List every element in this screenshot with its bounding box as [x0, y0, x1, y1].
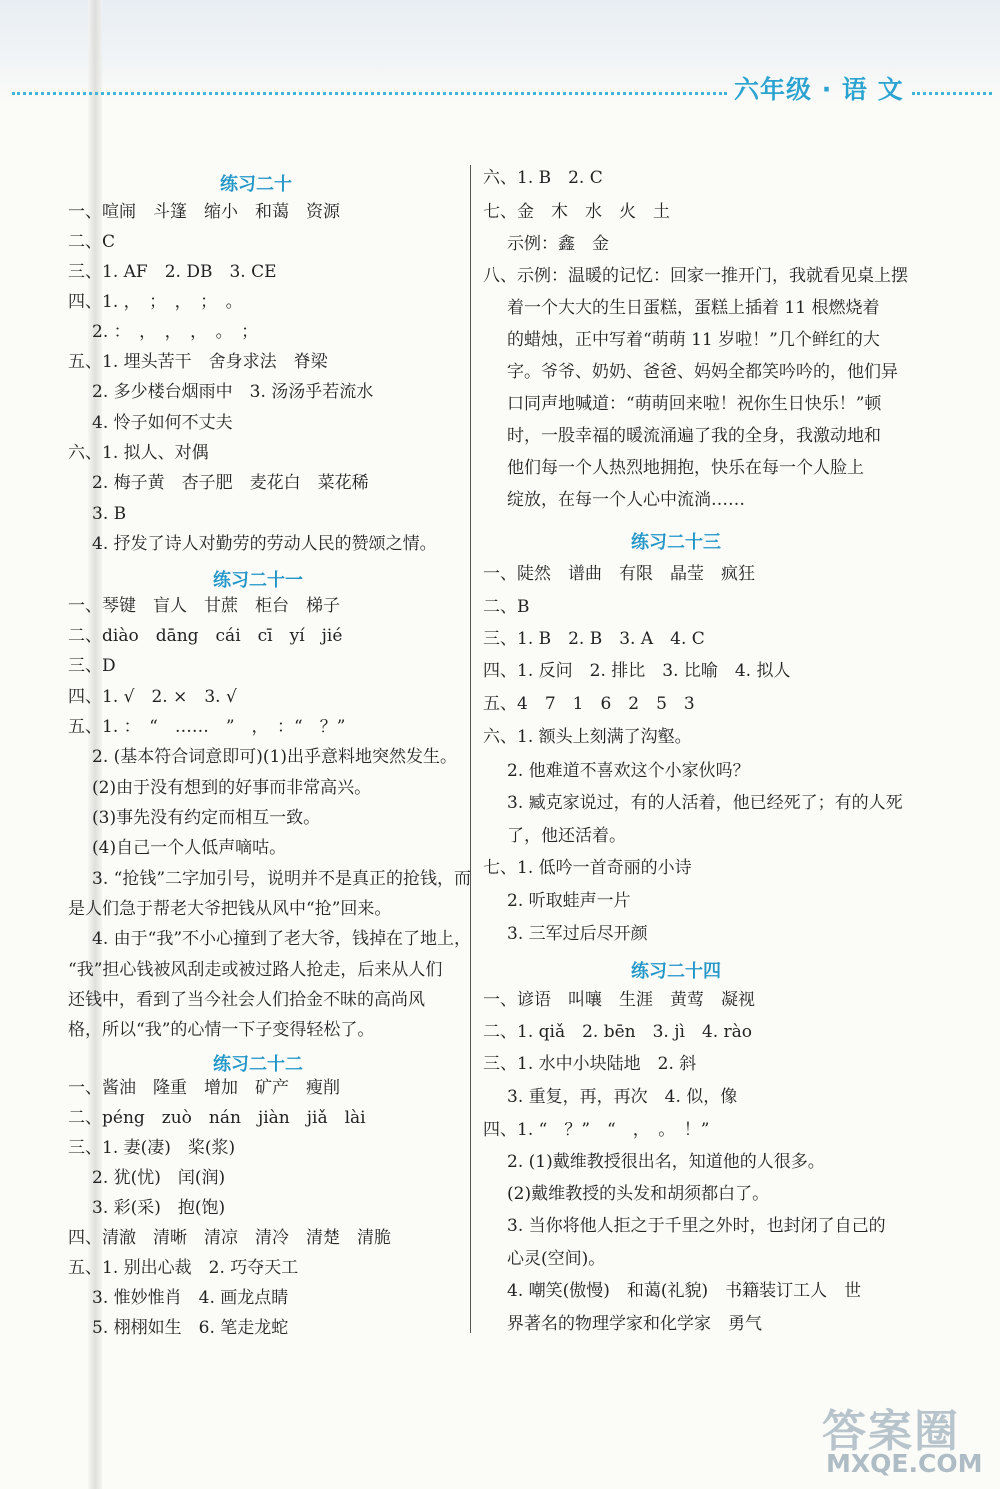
section-title-22: 练习二十二 [213, 1054, 303, 1075]
answer-line: 一、琴键 盲人 甘蔗 柜台 梯子 [68, 596, 340, 616]
answer-line: 三、1. 水中小块陆地 2. 斜 [483, 1054, 697, 1074]
answer-line: 3. “抢钱”二字加引号，说明并不是真正的抢钱，而 [92, 869, 472, 889]
column-divider [470, 165, 471, 1333]
answer-line: “我”担心钱被风刮走或被过路人抢走，后来从人们 [68, 960, 443, 980]
answer-line: 4. 抒发了诗人对勤劳的劳动人民的赞颂之情。 [92, 534, 437, 554]
answer-line: 5. 栩栩如生 6. 笔走龙蛇 [92, 1318, 289, 1338]
answer-line: 示例：鑫 金 [507, 234, 609, 254]
answer-line: 2. (1)戴维教授很出名，知道他的人很多。 [507, 1152, 825, 1172]
page-header-title: 六年级 · 语 文 [734, 75, 904, 104]
answer-line: 4. 由于“我”不小心撞到了老大爷，钱掉在了地上， [92, 929, 472, 949]
answer-line: 2. (基本符合词意即可)(1)出乎意料地突然发生。 [92, 747, 457, 767]
answer-line: 时，一股幸福的暖流涌遍了我的全身，我激动地和 [507, 426, 881, 446]
answer-line: (2)由于没有想到的好事而非常高兴。 [92, 778, 372, 798]
watermark [822, 1395, 992, 1485]
answer-line: 还钱中，看到了当今社会人们拾金不昧的高尚风 [68, 990, 425, 1010]
section-title-20: 练习二十 [220, 174, 292, 195]
answer-line: 2. 犹(忧) 闰(润) [92, 1168, 226, 1188]
answer-line: 五、1. 埋头苦干 舍身求法 脊梁 [68, 352, 328, 372]
answer-line: 四、1. 反问 2. 排比 3. 比喻 4. 拟人 [483, 661, 791, 681]
answer-line: 一、谚语 叫嚷 生涯 黄莺 凝视 [483, 990, 755, 1010]
answer-line: 一、喧闹 斗篷 缩小 和蔼 资源 [68, 202, 340, 222]
section-title-21: 练习二十一 [213, 570, 303, 591]
answer-line: 3. B [92, 504, 127, 524]
answer-line: 他们每一个人热烈地拥抱，快乐在每一个人脸上 [507, 458, 864, 478]
answer-line: 一、陡然 谱曲 有限 晶莹 疯狂 [483, 564, 755, 584]
answer-line: 绽放，在每一个人心中流淌…… [507, 490, 745, 510]
section-title-24: 练习二十四 [631, 961, 721, 982]
answer-line: 五、1. ： “ …… ” ， ：“ ？” [68, 717, 346, 737]
answer-line: 三、1. B 2. B 3. A 4. C [483, 629, 705, 649]
answer-line: 了，他还活着。 [507, 826, 626, 846]
answer-line: 四、清澈 清晰 清凉 清冷 清楚 清脆 [68, 1228, 391, 1248]
section-title-23: 练习二十三 [631, 532, 721, 553]
answer-line: 四、1. ， ； ， ； 。 [68, 292, 243, 312]
answer-line: 的蜡烛，正中写着“萌萌 11 岁啦！”几个鲜红的大 [507, 330, 880, 350]
answer-line: 七、1. 低吟一首奇丽的小诗 [483, 858, 692, 878]
answer-line: 3. 三军过后尽开颜 [507, 924, 648, 944]
answer-line: 六、1. B 2. C [483, 168, 603, 188]
answer-line: 五、4 7 1 6 2 5 3 [483, 694, 695, 714]
answer-line: 界著名的物理学家和化学家 勇气 [507, 1314, 762, 1334]
answer-line: 3. 重复，再，再次 4. 似，像 [507, 1087, 738, 1107]
header-dotted-rule [12, 92, 727, 95]
answer-line: 4. 怜子如何不丈夫 [92, 413, 233, 433]
answer-line: 3. 当你将他人拒之于千里之外时，也封闭了自己的 [507, 1216, 886, 1236]
answer-line: 二、diào dāng cái cī yí jié [68, 626, 343, 646]
answer-line: 二、péng zuò nán jiàn jiǎ lài [68, 1108, 366, 1128]
answer-line: 2. 梅子黄 杏子肥 麦花白 菜花稀 [92, 473, 369, 493]
answer-line: 口同声地喊道：“萌萌回来啦！祝你生日快乐！”顿 [507, 394, 882, 414]
answer-line: 4. 嘲笑(傲慢) 和蔼(礼貌) 书籍装订工人 世 [507, 1281, 862, 1301]
answer-line: 3. 惟妙惟肖 4. 画龙点睛 [92, 1288, 289, 1308]
answer-line: 一、酱油 隆重 增加 矿产 瘦削 [68, 1078, 340, 1098]
answer-line: 四、1. “ ？” “ ， 。 ！” [483, 1120, 710, 1140]
answer-line: 着一个大大的生日蛋糕，蛋糕上插着 11 根燃烧着 [507, 298, 880, 318]
answer-line: (3)事先没有约定而相互一致。 [92, 808, 321, 828]
answer-line: 二、B [483, 597, 530, 617]
answer-line: 七、金 木 水 火 土 [483, 202, 670, 222]
answer-line: 五、1. 别出心裁 2. 巧夺天工 [68, 1258, 299, 1278]
watermark-site-text: MXQE.COM [826, 1449, 983, 1478]
answer-line: 2. ： ， ， ， 。 ； [92, 322, 259, 342]
answer-line: 2. 多少楼台烟雨中 3. 汤汤乎若流水 [92, 382, 374, 402]
answer-line: 二、1. qiǎ 2. bēn 3. jì 4. rào [483, 1022, 753, 1042]
answer-line: 六、1. 拟人、对偶 [68, 443, 209, 463]
answer-line: 是人们急于帮老大爷把钱从风中“抢”回来。 [68, 899, 392, 919]
answer-line: 三、1. 妻(凄) 桨(浆) [68, 1138, 236, 1158]
answer-line: 2. 他难道不喜欢这个小家伙吗？ [507, 761, 750, 781]
answer-line: (4)自己一个人低声嘀咕。 [92, 838, 287, 858]
answer-line: 三、D [68, 656, 116, 676]
answer-line: 3. 臧克家说过，有的人活着，他已经死了；有的人死 [507, 793, 903, 813]
header-dotted-rule-right [912, 92, 992, 95]
answer-line: 六、1. 额头上刻满了沟壑。 [483, 727, 692, 747]
answer-line: 八、示例：温暖的记忆：回家一推开门，我就看见桌上摆 [483, 266, 908, 286]
watermark-logo-text: 答案圈 [822, 1406, 960, 1457]
answer-line: 格，所以“我”的心情一下子变得轻松了。 [68, 1020, 375, 1040]
answer-line: 心灵(空间)。 [507, 1249, 606, 1269]
answer-line: 三、1. AF 2. DB 3. CE [68, 262, 277, 282]
answer-line: (2)戴维教授的头发和胡须都白了。 [507, 1184, 770, 1204]
answer-line: 二、C [68, 232, 116, 252]
answer-line: 3. 彩(采) 抱(饱) [92, 1198, 226, 1218]
answer-line: 字。爷爷、奶奶、爸爸、妈妈全都笑吟吟的，他们异 [507, 362, 898, 382]
answer-line: 2. 听取蛙声一片 [507, 891, 631, 911]
answer-line: 四、1. √ 2. × 3. √ [68, 687, 237, 707]
